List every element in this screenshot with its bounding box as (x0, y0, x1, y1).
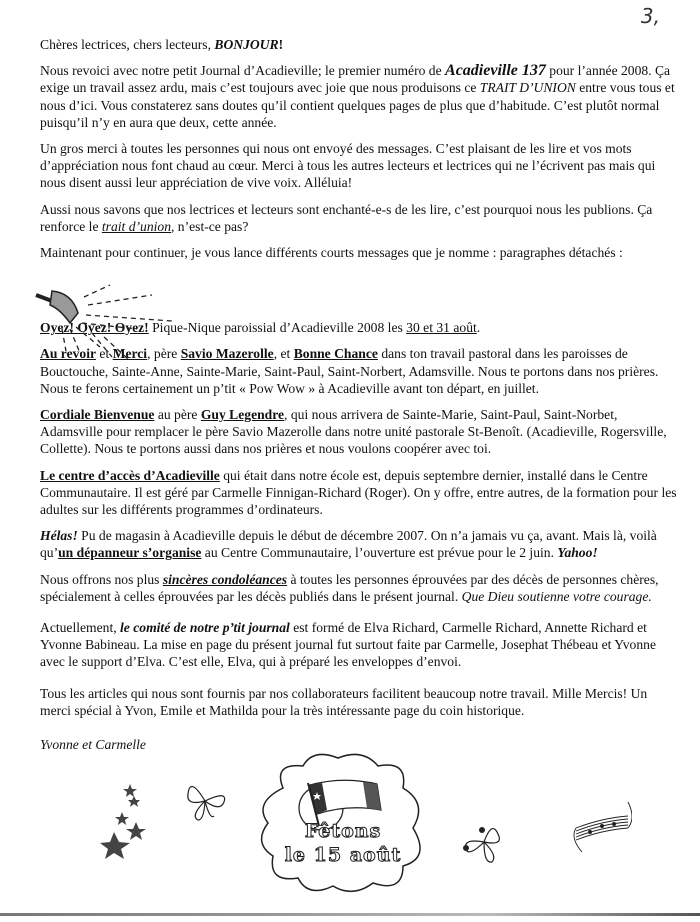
text: pour l’année 2008. Ça exige un travail assez ardu, mais c’est toujours avec joie que nous produisons ce (40, 63, 671, 96)
committee-heading: le comité de notre p’tit journal (120, 620, 290, 636)
text: , et (273, 346, 294, 362)
intro-paragraph (40, 62, 680, 131)
text: qui était dans notre école est, depuis septembre dernier, installé dans le Centre Communautaire. Il est géré par Carmelle Finnigan-Richard (Roger). On y offre, entre autres, de la formation pour les adultes sur les différents programmes d’ordinateurs. (40, 467, 677, 518)
text: , père (147, 346, 181, 362)
committee-paragraph (40, 619, 680, 671)
text: entre vous tous et nous d’ici. Vous constaterez sans doutes qu’il contient quelques pages de plus que d’habitude. C’est plutôt normal puisqu’il n’y en aura que deux, cette année. (40, 80, 675, 130)
condolences-paragraph (40, 571, 680, 605)
journal-title: Acadieville 137 (445, 62, 546, 80)
continue-paragraph: Maintenant pour continuer, je vous lance différents courts messages que je nomme : paragraphes détachés : (40, 245, 623, 261)
welcome-paragraph (40, 406, 680, 458)
depanneur: un dépanneur s’organise (58, 545, 202, 561)
text: Pique-Nique paroissial d’Acadieville 2008 les (148, 320, 407, 336)
text: , qui nous arrivera de Sainte-Marie, Saint-Paul, Saint-Norbet, Adamsville pour remplacer le père Savio Mazerolle dans notre unité pastorale St-Benoît. (Acadieville, Rogersville, Collette). Nous te portons aussi dans nos prières et nous voulons coopérer avec toi. (40, 407, 667, 457)
text: Actuellement, (40, 620, 121, 636)
text: est formé de Elva Richard, Carmelle Richard, Annette Richard et Yvonne Babineau. La mise en page du présent journal fut surtout faite par Carmelle, Josephat Thébeau et Yvonne avec le support d’Elva. C’est elle, Elva, qui à préparé les enveloppes d’envoi. (40, 620, 656, 670)
text: Nous revoici avec notre petit Journal d’Acadieville; le premier numéro de (40, 63, 446, 79)
final-thanks-paragraph: Tous les articles qui nous sont fournis par nos collaborateurs facilitent beaucoup notre travail. Mille Mercis! Un merci spécial à Yvon, Emile et Mathilda pour la très intéressante page du coin historique. (40, 685, 648, 718)
thanks-paragraph: Un gros merci à toutes les personnes qui nous ont envoyé des messages. C’est plaisant de les lire et vos mots d’appréciation nous font chaud au cœur. Merci à tous les autres lecteurs et lectrices qui ne l’écrivent pas mais qui nous disent aussi leur appréciation de vive voix. Alléluia! (40, 141, 656, 191)
trait-union: TRAIT D’UNION (479, 80, 576, 96)
signature: Yvonne et Carmelle (40, 737, 146, 752)
greeting (40, 36, 680, 53)
celebration-cloud (253, 748, 433, 898)
access-centre-paragraph (40, 467, 680, 519)
butterfly-icon (180, 776, 230, 826)
centre-heading: Le centre d’accès d’Acadieville (40, 467, 220, 483)
merci: Merci (112, 346, 148, 362)
text: , n’est-ce pas? (171, 218, 249, 234)
greeting-text: Chères lectrices, chers lecteurs, (40, 37, 215, 52)
music-notes-icon (572, 798, 632, 853)
bonjour: BONJOUR (214, 37, 279, 52)
courage-text: Que Dieu soutienne votre courage. (461, 588, 652, 604)
text: à toutes les personnes éprouvées par des décès de personnes chères, spécialement à celles éprouvées par les décès publiés dans le présent journal. (40, 571, 659, 604)
new-priest-name: Guy Legendre (200, 407, 285, 423)
text: dans ton travail pastoral dans les paroisses de Bouctouche, Sainte-Anne, Sainte-Marie, Saint-Paul, Saint-Norbert, Adamsville. Nous te portons dans nos prières. Nous te ferons certainement un p’tit « Pow Wow » à Acadieville avant ton départ, en juillet. (40, 346, 659, 396)
butterfly-icon-2 (462, 820, 512, 870)
yahoo: Yahoo! (557, 545, 598, 561)
page-number: 3, (640, 4, 660, 28)
readers-paragraph (40, 201, 680, 235)
priest-name: Savio Mazerolle (180, 346, 274, 362)
text: au père (154, 407, 201, 423)
store-paragraph (40, 527, 680, 561)
au-revoir: Au revoir (40, 346, 97, 362)
text: Aussi nous savons que nos lectrices et lecteurs sont enchanté-e-s de les lire, c’est pourquoi nous les publions. Ça renforce le (40, 201, 653, 234)
text: au Centre Communautaire, l’ouverture est prévue pour le 2 juin. (201, 545, 558, 561)
cloud-line-2: le 15 août (284, 844, 402, 866)
text: et (96, 346, 113, 362)
cloud-line-1: Fêtons (304, 820, 382, 842)
bell-icon (32, 283, 172, 373)
greeting-excl: ! (278, 37, 284, 52)
bonne-chance: Bonne Chance (293, 346, 378, 362)
text: Nous offrons nos plus (40, 571, 163, 587)
cordiale-bienvenue: Cordiale Bienvenue (40, 407, 155, 423)
trait-union-underlined: trait d’union (101, 218, 171, 234)
helas: Hélas! (40, 528, 78, 544)
text: . (476, 320, 481, 336)
condolences-heading: sincères condoléances (162, 571, 288, 587)
letter-body (40, 36, 680, 728)
text: Pu de magasin à Acadieville depuis le début de décembre 2007. On n’a jamais vu ça, avant. Mais là, voilà qu’ (40, 528, 657, 561)
picnic-dates: 30 et 31 août (406, 320, 477, 336)
oyez-heading: Oyez! Oyez! Oyez! (40, 320, 149, 336)
bottom-rule (0, 913, 700, 916)
stars-icon (100, 780, 150, 860)
